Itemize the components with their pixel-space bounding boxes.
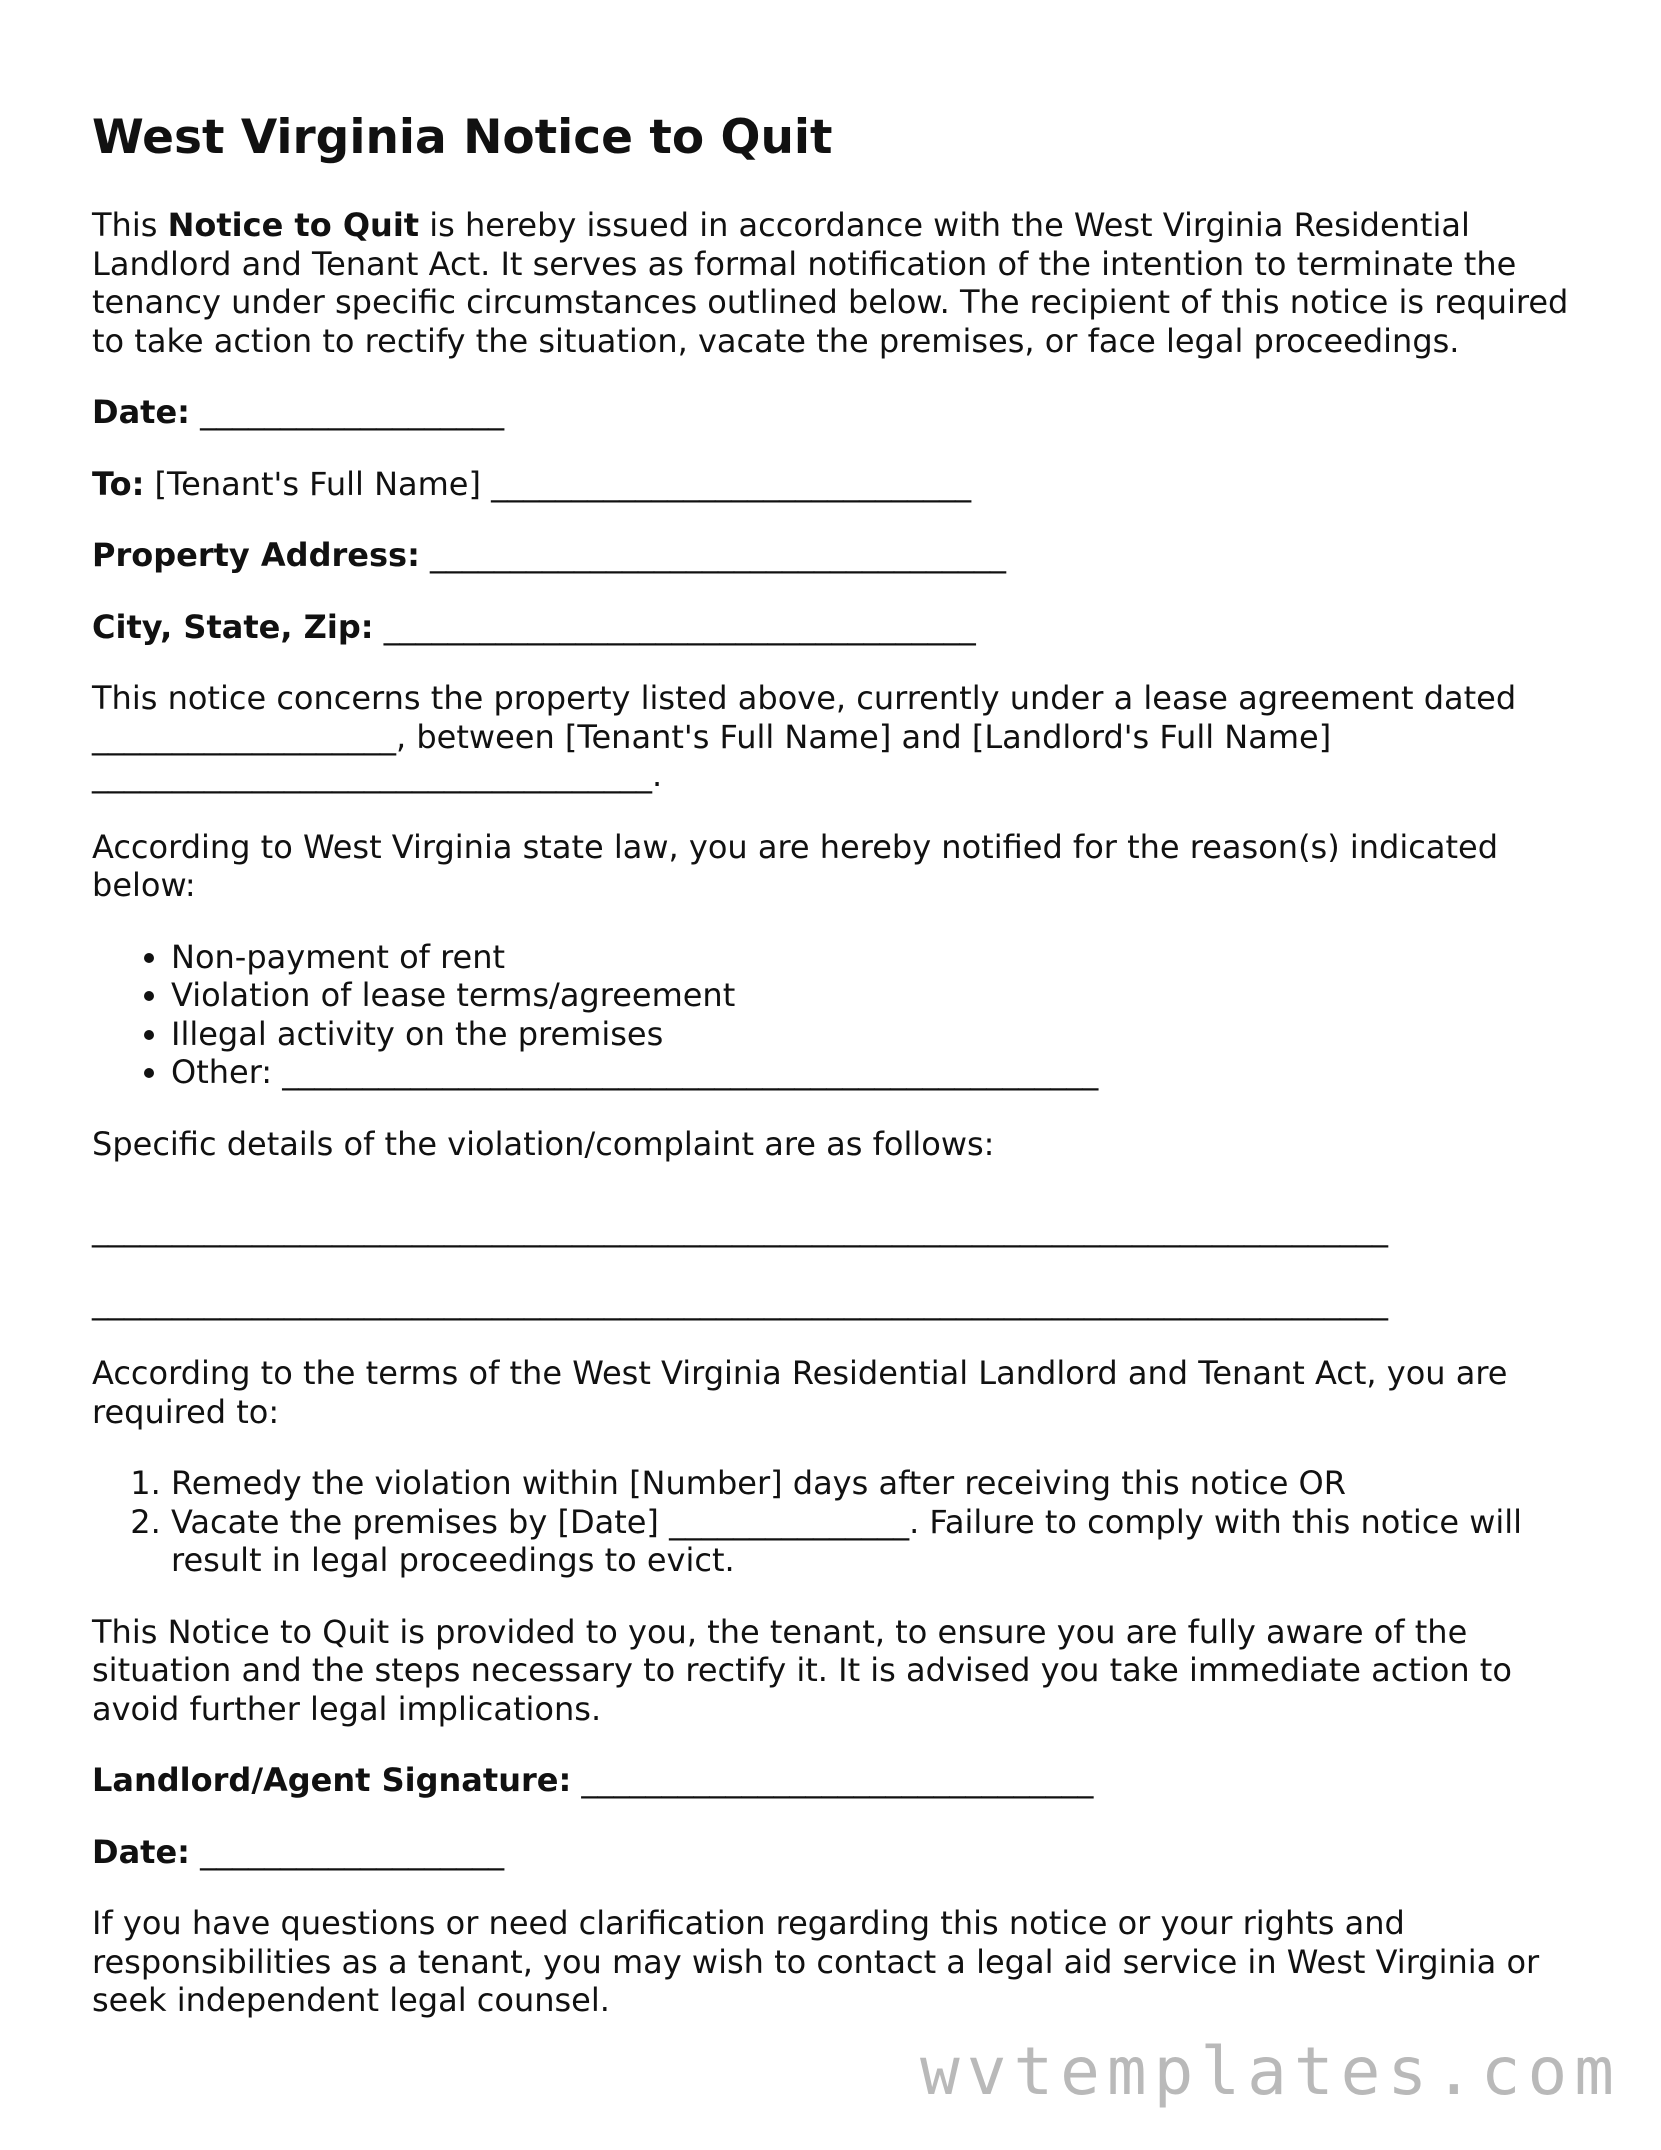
document-page	[92, 110, 1572, 2053]
reason-item: • Other: ___________________________________________________	[171, 1053, 1572, 1092]
intro-paragraph	[92, 206, 1572, 360]
signature-date-blank[interactable]: ___________________	[200, 1832, 505, 1871]
signature-label: Landlord/Agent Signature:	[92, 1761, 572, 1799]
intro-rest: is hereby issued in accordance with the West Virginia Residential Landlord and Tenant Act. It serves as formal notification of the intention to terminate the tenancy under specific circumstances outlined below. The recipient of this notice is required to take action to rectify the situation, vacate the premises, or face legal proceedings.	[92, 206, 1569, 360]
closing-paragraph: This Notice to Quit is provided to you, the tenant, to ensure you are fully aware of the situation and the steps necessary to rectify it. It is advised you take immediate action to avoid further legal implications.	[92, 1612, 1512, 1728]
property-address-label: Property Address:	[92, 536, 420, 574]
document-title: West Virginia Notice to Quit	[92, 110, 833, 165]
reasons-list	[92, 938, 1572, 1092]
details-line-1[interactable]: _________________________________________________________________________________	[92, 1210, 1388, 1248]
signature-blank[interactable]: ________________________________	[581, 1761, 1094, 1799]
requirements-intro: According to the terms of the West Virginia Residential Landlord and Tenant Act, you are required to:	[92, 1354, 1508, 1431]
city-state-zip-field	[92, 608, 1572, 647]
signature-field	[92, 1761, 1572, 1800]
to-field	[92, 465, 1572, 504]
reason-item: • Violation of lease terms/agreement	[171, 976, 1572, 1015]
requirement-item: 2. Vacate the premises by [Date] _______________. Failure to comply with this notice will result in legal proceedings to evict.	[171, 1503, 1572, 1580]
date-label: Date:	[92, 393, 190, 431]
property-address-blank[interactable]: ____________________________________	[430, 536, 1007, 574]
reason-item: • Non-payment of rent	[171, 938, 1572, 977]
property-address-field	[92, 536, 1572, 575]
to-label: To:	[92, 464, 145, 503]
reason-item: • Illegal activity on the premises	[171, 1015, 1572, 1054]
date-field	[92, 393, 1572, 432]
city-state-zip-blank[interactable]: _____________________________________	[383, 607, 976, 646]
to-blank[interactable]: [Tenant's Full Name] ______________________________	[154, 464, 972, 503]
details-label: Specific details of the violation/complaint are as follows:	[92, 1124, 995, 1163]
signature-date-field	[92, 1833, 1572, 1872]
footer-paragraph: If you have questions or need clarification regarding this notice or your rights and responsibilities as a tenant, you may wish to contact a legal aid service in West Virginia or seek independent legal counsel.	[92, 1904, 1540, 2019]
lease-paragraph: This notice concerns the property listed above, currently under a lease agreement dated ___________________, between [Tenant's Full Name] and [Landlord's Full Name] ___________________________________.	[92, 679, 1517, 794]
details-line-2[interactable]: _________________________________________________________________________________	[92, 1282, 1388, 1321]
intro-bold-term: Notice to Quit	[167, 206, 420, 244]
requirements-list	[92, 1464, 1572, 1580]
date-blank[interactable]: ___________________	[200, 393, 505, 431]
requirement-item: 1. Remedy the violation within [Number] days after receiving this notice OR	[171, 1464, 1572, 1503]
city-state-zip-label: City, State, Zip:	[92, 607, 374, 646]
reasons-intro: According to West Virginia state law, you are hereby notified for the reason(s) indicated below:	[92, 827, 1498, 904]
intro-prefix: This	[92, 206, 168, 244]
signature-date-label: Date:	[92, 1832, 190, 1871]
watermark: wvtemplates.com	[919, 2033, 1621, 2110]
